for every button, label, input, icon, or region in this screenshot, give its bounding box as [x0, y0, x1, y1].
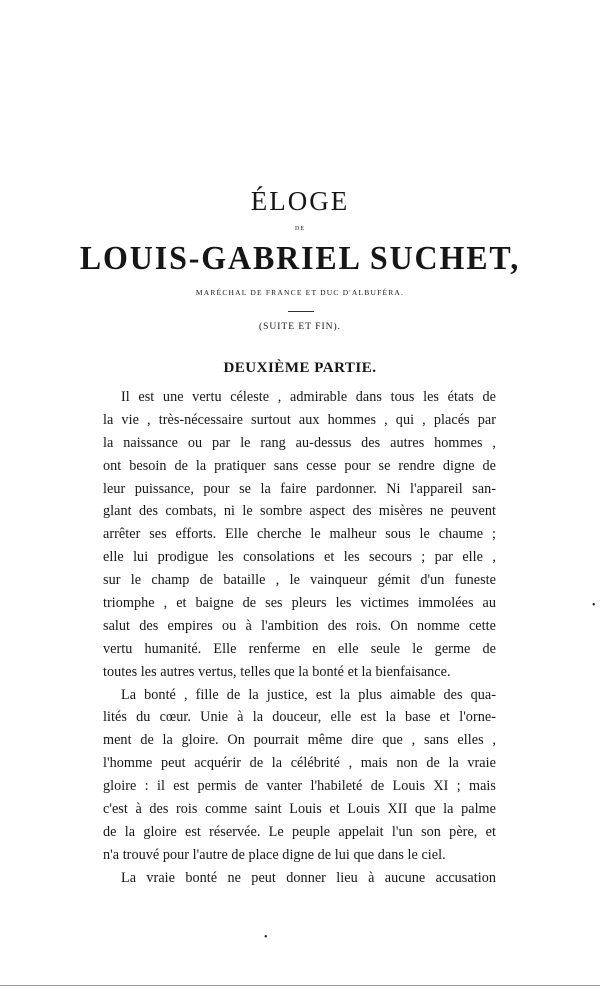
subject-rank: MARÉCHAL DE FRANCE ET DUC D'ALBUFÉRA.	[195, 288, 405, 297]
body-line: la naissance ou par le rang au-dessus des autres hommes ,	[103, 434, 496, 451]
body-line: l'homme peut acquérir de la célébrité , mais non de la vraie	[103, 755, 496, 772]
body-line: salut des empires ou à l'ambition des rois. On nomme cette	[103, 617, 496, 634]
page-title: ÉLOGE	[250, 186, 350, 216]
body-line: n'a trouvé pour l'autre de place digne de lui que dans le ciel.	[103, 846, 446, 863]
page-bottom-edge	[0, 985, 600, 986]
body-line: leur puissance, pour se la faire pardonner. Ni l'appareil san-	[103, 480, 496, 497]
body-line: ont besoin de la pratiquer sans cesse pour se rendre digne de	[103, 457, 496, 474]
body-line: triomphe , et baigne de ses pleurs les victimes immolées au	[103, 595, 496, 612]
body-line: glant des combats, ni le sombre aspect des misères ne peuvent	[103, 503, 496, 520]
bottom-mark: •	[264, 932, 268, 943]
body-text	[103, 386, 496, 890]
body-line: lités du cœur. Unie à la douceur, elle est la base et l'orne-	[103, 709, 496, 726]
body-line: La vraie bonté ne peut donner lieu à aucune accusation	[121, 869, 496, 886]
title-connector: DE	[295, 226, 305, 232]
body-line: de la gloire est réservée. Le peuple appelait l'un son père, et	[103, 823, 496, 840]
body-line: sur le champ de bataille , le vainqueur gémit d'un funeste	[103, 572, 496, 589]
body-line: gloire : il est permis de vanter l'habileté de Louis XI ; mais	[103, 778, 496, 795]
body-line: arrêter ses efforts. Elle cherche le malheur sous le chaume ;	[103, 526, 496, 543]
body-line: Il est une vertu céleste , admirable dans tous les états de	[121, 389, 496, 405]
subject-name: LOUIS-GABRIEL SUCHET,	[79, 240, 521, 277]
body-line: elle lui prodigue les consolations et les secours ; par elle ,	[103, 549, 496, 566]
body-line: ment de la gloire. On pourrait même dire que , sans elles ,	[103, 732, 496, 749]
body-line: vertu humanité. Elle renferme en elle seule le germe de	[103, 640, 496, 657]
section-heading: DEUXIÈME PARTIE.	[223, 360, 377, 376]
title-divider	[288, 311, 314, 312]
body-line: La bonté , fille de la justice, est la plus aimable des qua-	[121, 686, 496, 703]
body-line: toutes les autres vertus, telles que la bonté et la bienfaisance.	[103, 663, 451, 680]
continuation-note: (SUITE ET FIN).	[258, 322, 342, 332]
margin-mark: •	[592, 600, 596, 611]
body-line: la vie , très-nécessaire surtout aux hommes , qui , placés par	[103, 411, 496, 428]
body-line: c'est à des rois comme saint Louis et Louis XII que la palme	[103, 801, 496, 818]
